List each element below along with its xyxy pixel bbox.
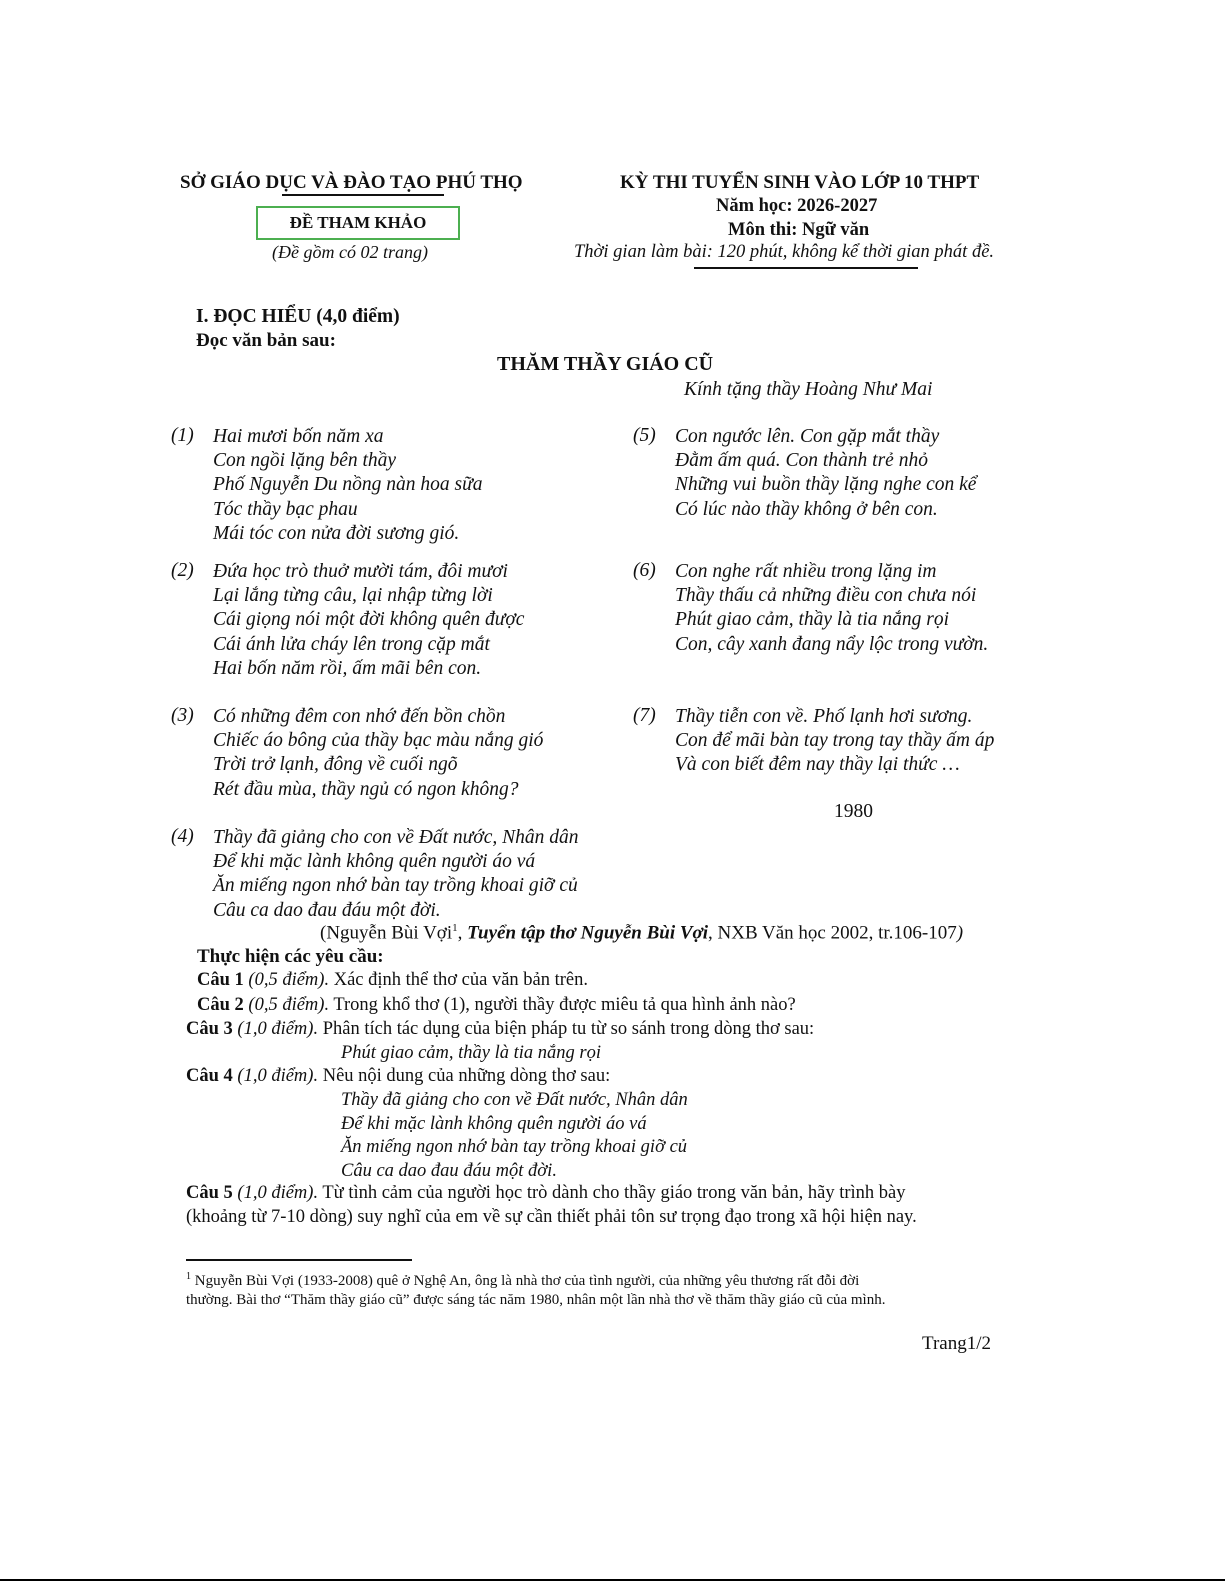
poem-line: Cái giọng nói một đời không quên được (213, 609, 525, 631)
poem-line: Để khi mặc lành không quên người áo vá (213, 851, 536, 873)
quoted-line: Thầy đã giảng cho con về Đất nước, Nhân dân (341, 1090, 688, 1110)
department-name: SỞ GIÁO DỤC VÀ ĐÀO TẠO PHÚ THỌ (180, 172, 523, 193)
page-bottom-border (0, 1579, 1225, 1581)
exam-title: KỲ THI TUYỂN SINH VÀO LỚP 10 THPT (620, 172, 980, 193)
poem-year: 1980 (834, 801, 873, 822)
poem-line: Thầy đã giảng cho con về Đất nước, Nhân dân (213, 827, 579, 848)
poem-line: Trời trở lạnh, đông về cuối ngõ (213, 754, 458, 776)
stanza-number: (6) (633, 560, 656, 581)
source-publisher: , NXB Văn học 2002, tr.106-107 (708, 922, 957, 944)
time-underline (694, 267, 918, 269)
stanza-number: (2) (171, 560, 194, 581)
footnote-divider (186, 1259, 412, 1261)
poem-line: Những vui buồn thầy lặng nghe con kể (675, 474, 977, 496)
poem-line: Con, cây xanh đang nẩy lộc trong vườn. (675, 633, 989, 655)
question-label: Câu 5 (186, 1183, 233, 1203)
poem-line: Con ngước lên. Con gặp mắt thầy (675, 426, 940, 447)
question-1 (197, 970, 588, 991)
question-4 (186, 1066, 610, 1087)
question-text: Phân tích tác dụng của biện pháp tu từ so sánh trong dòng thơ sau: (318, 1019, 815, 1039)
poem-line: Phút giao cảm, thầy là tia nắng rọi (675, 609, 950, 631)
question-label: Câu 1 (197, 970, 244, 990)
poem-line: Lại lắng từng câu, lại nhập từng lời (213, 585, 493, 607)
department-underline (282, 194, 444, 196)
poem-source (320, 922, 963, 944)
question-3 (186, 1019, 814, 1040)
footnote-line-1 (186, 1271, 859, 1290)
exam-time: Thời gian làm bài: 120 phút, không kể thời gian phát đề. (574, 242, 995, 262)
question-text: Từ tình cảm của người học trò dành cho thầy giáo trong văn bản, hãy trình bày (318, 1183, 906, 1203)
stanza-number: (1) (171, 425, 194, 446)
poem-line: Chiếc áo bông của thầy bạc màu nắng gió (213, 730, 544, 752)
tasks-heading: Thực hiện các yêu cầu: (197, 946, 384, 967)
stanza-number: (3) (171, 705, 194, 726)
question-3-quote (341, 1042, 601, 1066)
school-year: Năm học: 2026-2027 (716, 196, 878, 216)
source-separator: , (457, 922, 468, 944)
poem-line: Có những đêm con nhớ đến bồn chồn (213, 706, 506, 727)
poem-line: Tóc thầy bạc phau (213, 498, 358, 520)
reference-exam-badge: ĐỀ THAM KHẢO (256, 206, 460, 240)
poem-line: Câu ca dao đau đáu một đời. (213, 899, 441, 921)
stanza-number: (4) (171, 826, 194, 847)
poem-line: Hai bốn năm rồi, ấm mãi bên con. (213, 657, 482, 679)
poem-line: Ăn miếng ngon nhớ bàn tay trồng khoai giỡ củ (213, 875, 578, 897)
poem-dedication: Kính tặng thầy Hoàng Như Mai (684, 379, 933, 400)
quoted-line: Câu ca dao đau đáu một đời. (341, 1160, 557, 1181)
question-score: (1,0 điểm). (232, 1066, 319, 1086)
question-score: (0,5 điểm). (243, 995, 330, 1015)
quoted-line: Phút giao cảm, thầy là tia nắng rọi (341, 1043, 602, 1063)
poem-line: Và con biết đêm nay thầy lại thức … (675, 754, 960, 776)
quoted-line: Ăn miếng ngon nhớ bàn tay trồng khoai giỡ củ (341, 1137, 688, 1157)
question-label: Câu 4 (186, 1066, 233, 1086)
footnote-line-2: thường. Bài thơ “Thăm thầy giáo cũ” được sáng tác năm 1980, nhân một lần nhà thơ về thăm thầy giáo cũ của mình. (186, 1292, 886, 1308)
stanza-number: (7) (633, 705, 656, 726)
page-count-note: (Đề gồm có 02 trang) (272, 242, 428, 262)
stanza-number: (5) (633, 425, 656, 446)
question-5-continuation: (khoảng từ 7-10 dòng) suy nghĩ của em về sự cần thiết phải tôn sư trọng đạo trong xã hội hiện nay. (186, 1207, 917, 1227)
page-number: Trang1/2 (922, 1333, 991, 1354)
quoted-line: Để khi mặc lành không quên người áo vá (341, 1113, 647, 1134)
footnote-text: Nguyễn Bùi Vợi (1933-2008) quê ở Nghệ An, ông là nhà thơ của tình người, của những yêu thương rất đỗi đời (191, 1273, 860, 1289)
source-book: Tuyển tập thơ Nguyễn Bùi Vợi (467, 922, 708, 944)
poem-line: Con để mãi bàn tay trong tay thầy ấm áp (675, 730, 995, 752)
poem-line: Thầy thấu cả những điều con chưa nói (675, 585, 977, 607)
question-text: Xác định thể thơ của văn bản trên. (329, 970, 589, 990)
poem-line: Hai mươi bốn năm xa (213, 426, 384, 447)
poem-line: Rét đầu mùa, thầy ngủ có ngon không? (213, 778, 519, 800)
question-score: (1,0 điểm). (232, 1183, 319, 1203)
poem-line: Thầy tiễn con về. Phố lạnh hơi sương. (675, 706, 973, 727)
source-author: (Nguyễn Bùi Vợi (320, 922, 453, 944)
poem-line: Con ngồi lặng bên thầy (213, 450, 397, 472)
footnote-ref: 1 (452, 922, 458, 934)
poem-line: Có lúc nào thầy không ở bên con. (675, 498, 938, 520)
poem-line: Đứa học trò thuở mười tám, đôi mươi (213, 561, 508, 582)
poem-line: Mái tóc con nửa đời sương gió. (213, 522, 460, 544)
question-text: Nêu nội dung của những dòng thơ sau: (318, 1066, 611, 1086)
poem-line: Con nghe rất nhiều trong lặng im (675, 561, 937, 582)
question-2 (197, 995, 796, 1016)
source-close: ) (956, 922, 964, 944)
question-label: Câu 2 (197, 995, 244, 1015)
poem-line: Cái ánh lửa cháy lên trong cặp mắt (213, 633, 490, 655)
question-score: (0,5 điểm). (243, 970, 330, 990)
poem-line: Phố Nguyễn Du nồng nàn hoa sữa (213, 474, 483, 496)
footnote-mark: 1 (186, 1271, 191, 1282)
exam-subject: Môn thi: Ngữ văn (728, 220, 870, 240)
question-4-quote (341, 1089, 688, 1183)
poem-title: THĂM THẦY GIÁO CŨ (497, 353, 714, 375)
question-text: Trong khổ thơ (1), người thầy được miêu tả qua hình ảnh nào? (329, 995, 796, 1015)
question-label: Câu 3 (186, 1019, 233, 1039)
section-title: I. ĐỌC HIỂU (4,0 điểm) (196, 306, 400, 327)
question-5 (186, 1183, 906, 1204)
poem-line: Đằm ấm quá. Con thành trẻ nhỏ (675, 450, 928, 472)
section-instruction: Đọc văn bản sau: (196, 330, 336, 351)
question-score: (1,0 điểm). (232, 1019, 319, 1039)
